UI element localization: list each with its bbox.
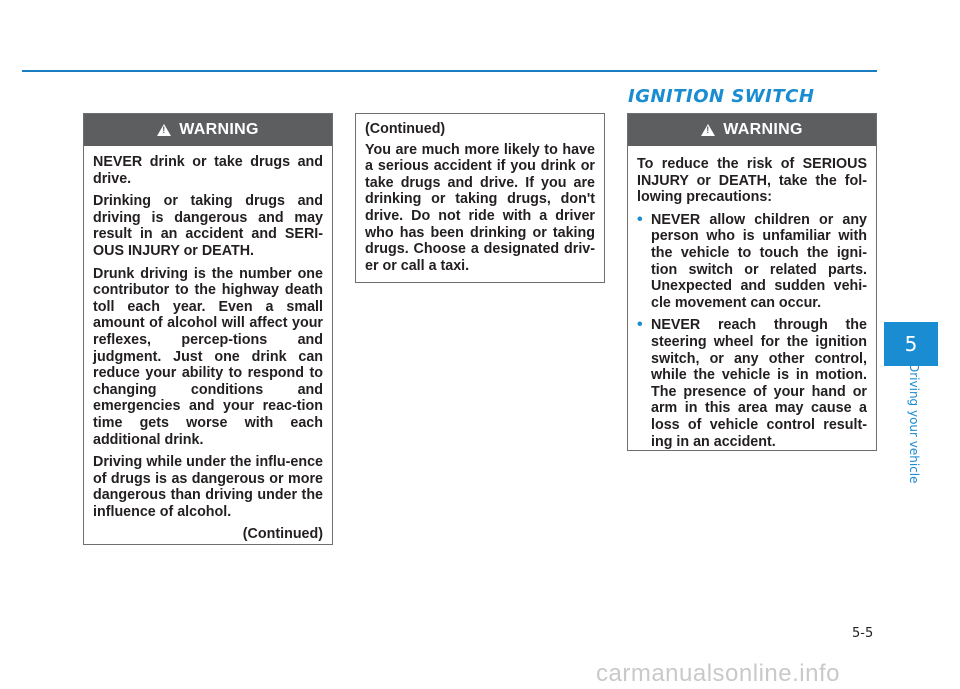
warning-paragraph: NEVER drink or take drugs and drive. bbox=[93, 154, 323, 187]
warning-body bbox=[628, 146, 876, 462]
continued-box bbox=[355, 113, 605, 283]
watermark: carmanualsonline.info bbox=[596, 660, 840, 687]
precaution-item: • NEVER allow children or any person who is unfamiliar with the vehicle to touch the igni-tion switch or related parts. Unexpected and sudden vehi-cle movement can occur. bbox=[637, 212, 867, 312]
warning-paragraph: Driving while under the influ-ence of drugs is as dangerous or more dangerous than driving under the influence of alcohol. bbox=[93, 454, 323, 520]
continued-text: You are much more likely to have a serious accident if you drink or take drugs and drive. If you are drinking or taking drugs, don't drive. Do not ride with a driver who has been drinking or taking drugs. Choose a designated driv-er or call a taxi. bbox=[365, 141, 595, 274]
continued-label: (Continued) bbox=[242, 526, 323, 543]
warning-triangle-icon bbox=[701, 124, 715, 136]
continued-body bbox=[356, 114, 604, 286]
warning-intro: To reduce the risk of SERIOUS INJURY or DEATH, take the fol-lowing precautions: bbox=[637, 156, 867, 206]
precaution-list bbox=[637, 212, 867, 450]
warning-header bbox=[84, 114, 332, 146]
warning-triangle-icon bbox=[157, 124, 171, 136]
continued-heading: (Continued) bbox=[365, 121, 446, 137]
warning-box-ignition bbox=[627, 113, 877, 451]
chapter-label: Driving your vehicle bbox=[907, 363, 921, 484]
warning-header-label: WARNING bbox=[723, 121, 803, 138]
warning-header bbox=[628, 114, 876, 146]
chapter-tab: 5 bbox=[884, 322, 938, 366]
precaution-item: • NEVER reach through the steering wheel for the ignition switch, or any other control, while the vehicle is in motion. The presence of your hand or arm in this area may cause a loss of vehicle control result-ing in an accident. bbox=[637, 317, 867, 450]
chapter-side-label bbox=[904, 363, 922, 506]
warning-header-label: WARNING bbox=[179, 121, 259, 138]
warning-paragraph: Drunk driving is the number one contributor to the highway death toll each year. Even a small amount of alcohol will affect your reflexes, percep-tions and judgment. Just one drink can reduce your ability to respond to changing conditions and emergencies and your reac-tion time gets worse with each additional drink. bbox=[93, 265, 323, 448]
warning-paragraph: Drinking or taking drugs and driving is dangerous and may result in an accident and SERI-OUS INJURY or DEATH. bbox=[93, 193, 323, 259]
page-number: 5-5 bbox=[852, 626, 874, 641]
warning-body bbox=[84, 146, 332, 555]
section-title: IGNITION SWITCH bbox=[628, 86, 815, 107]
top-rule bbox=[22, 70, 877, 72]
warning-box-drugs-alcohol bbox=[83, 113, 333, 545]
